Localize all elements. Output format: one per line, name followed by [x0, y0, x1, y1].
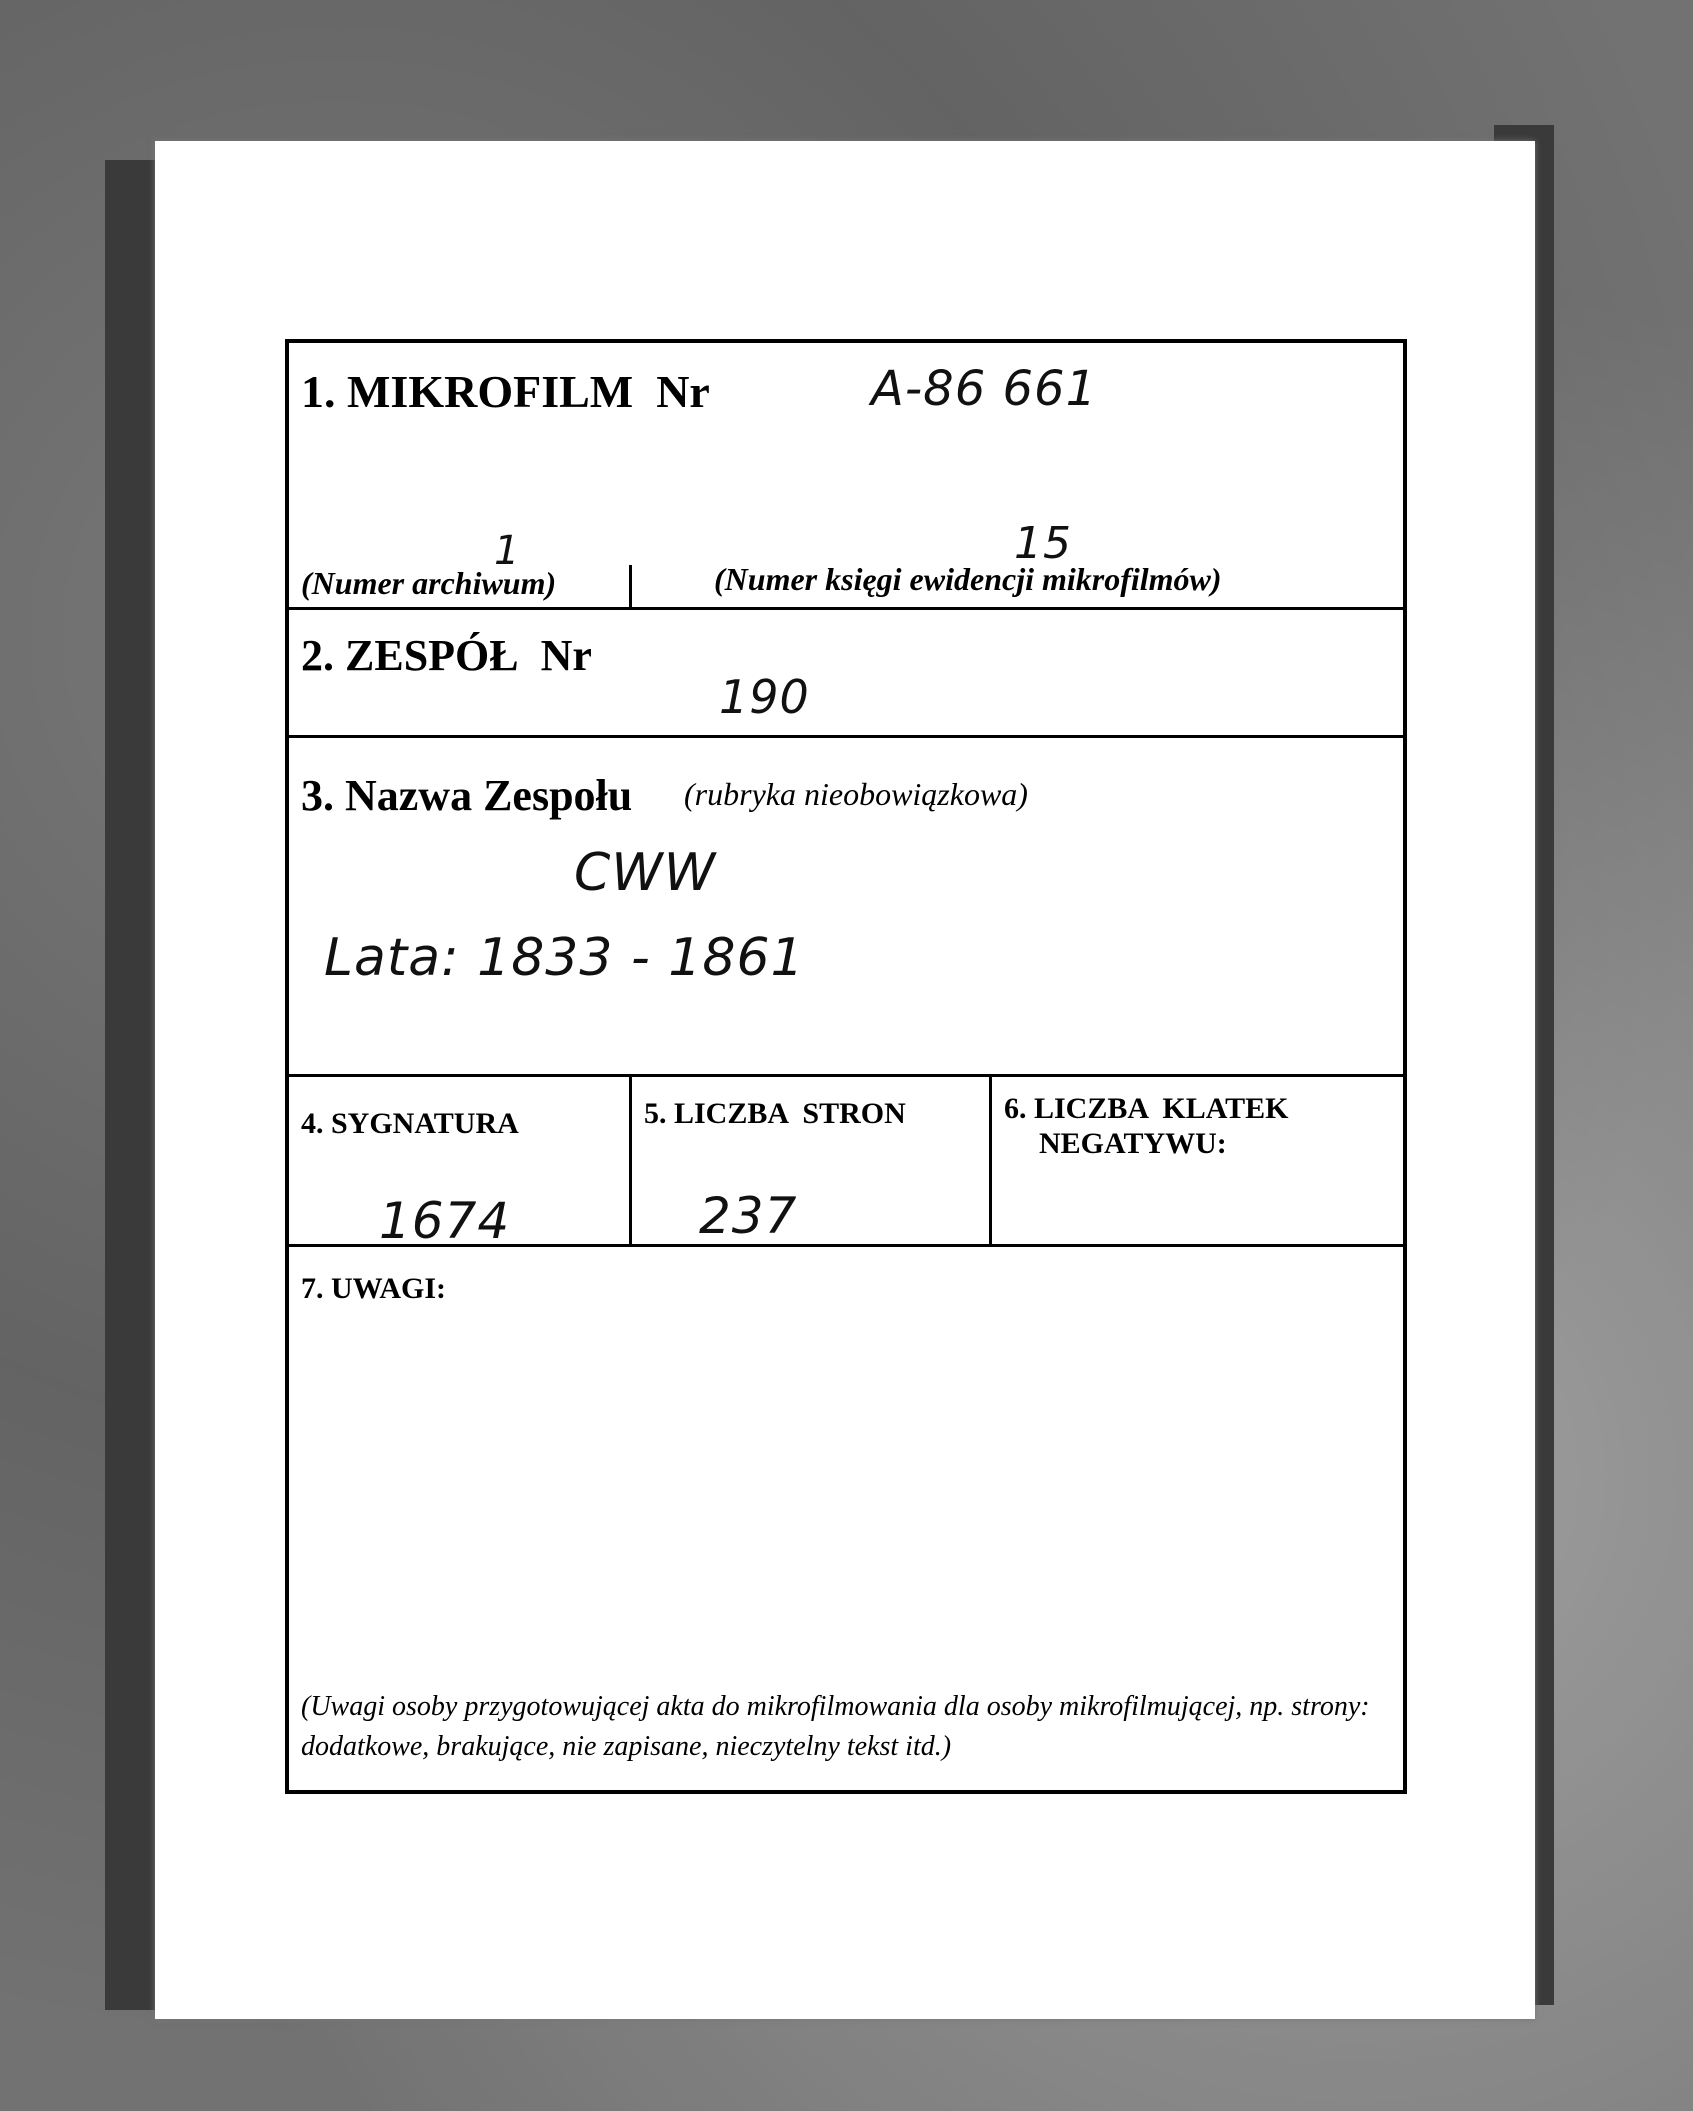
row-mikrofilm — [289, 343, 1403, 610]
row-nazwa — [289, 738, 1403, 1077]
column-divider-2 — [989, 1077, 992, 1244]
row-zespol — [289, 610, 1403, 738]
nazwa-value: CWW — [574, 843, 717, 903]
liczba-klatek-label: 6. LICZBA KLATEK — [1004, 1092, 1289, 1125]
negatywu-label: NEGATYWU: — [1039, 1127, 1227, 1160]
liczba-stron-value: 237 — [699, 1187, 798, 1245]
mikrofilm-label: 1. MIKROFILM Nr — [301, 366, 710, 417]
register-number-label: (Numer księgi ewidencji mikrofilmów) — [714, 561, 1222, 597]
column-divider-1 — [629, 1077, 632, 1244]
uwagi-label: 7. UWAGI: — [301, 1272, 447, 1305]
row-uwagi — [289, 1247, 1403, 1794]
archive-number-value: 1 — [494, 528, 521, 574]
row-details — [289, 1077, 1403, 1250]
sygnatura-label: 4. SYGNATURA — [301, 1107, 519, 1140]
zespol-label: 2. ZESPÓŁ Nr — [301, 631, 592, 680]
film-edge-left — [105, 160, 160, 2010]
years-value: Lata: 1833 - 1861 — [324, 928, 805, 988]
liczba-stron-label: 5. LICZBA STRON — [644, 1097, 906, 1130]
nazwa-label: 3. Nazwa Zespołu — [301, 771, 633, 820]
archive-number-label: (Numer archiwum) — [301, 565, 557, 601]
zespol-value: 190 — [719, 670, 810, 724]
form-table — [285, 339, 1407, 1794]
register-number-value: 15 — [1014, 518, 1072, 569]
sygnatura-value: 1674 — [379, 1192, 511, 1250]
microfilm-card — [155, 141, 1535, 2019]
mikrofilm-value: A-86 661 — [871, 361, 1098, 417]
uwagi-note: (Uwagi osoby przygotowującej akta do mikrofilmowania dla osoby mikrofilmującej, np. strony: dodatkowe, brakujące, nie zapisane, nieczytelny tekst itd.) — [301, 1691, 1370, 1762]
nazwa-note: (rubryka nieobowiązkowa) — [684, 776, 1028, 812]
divider — [629, 565, 632, 607]
